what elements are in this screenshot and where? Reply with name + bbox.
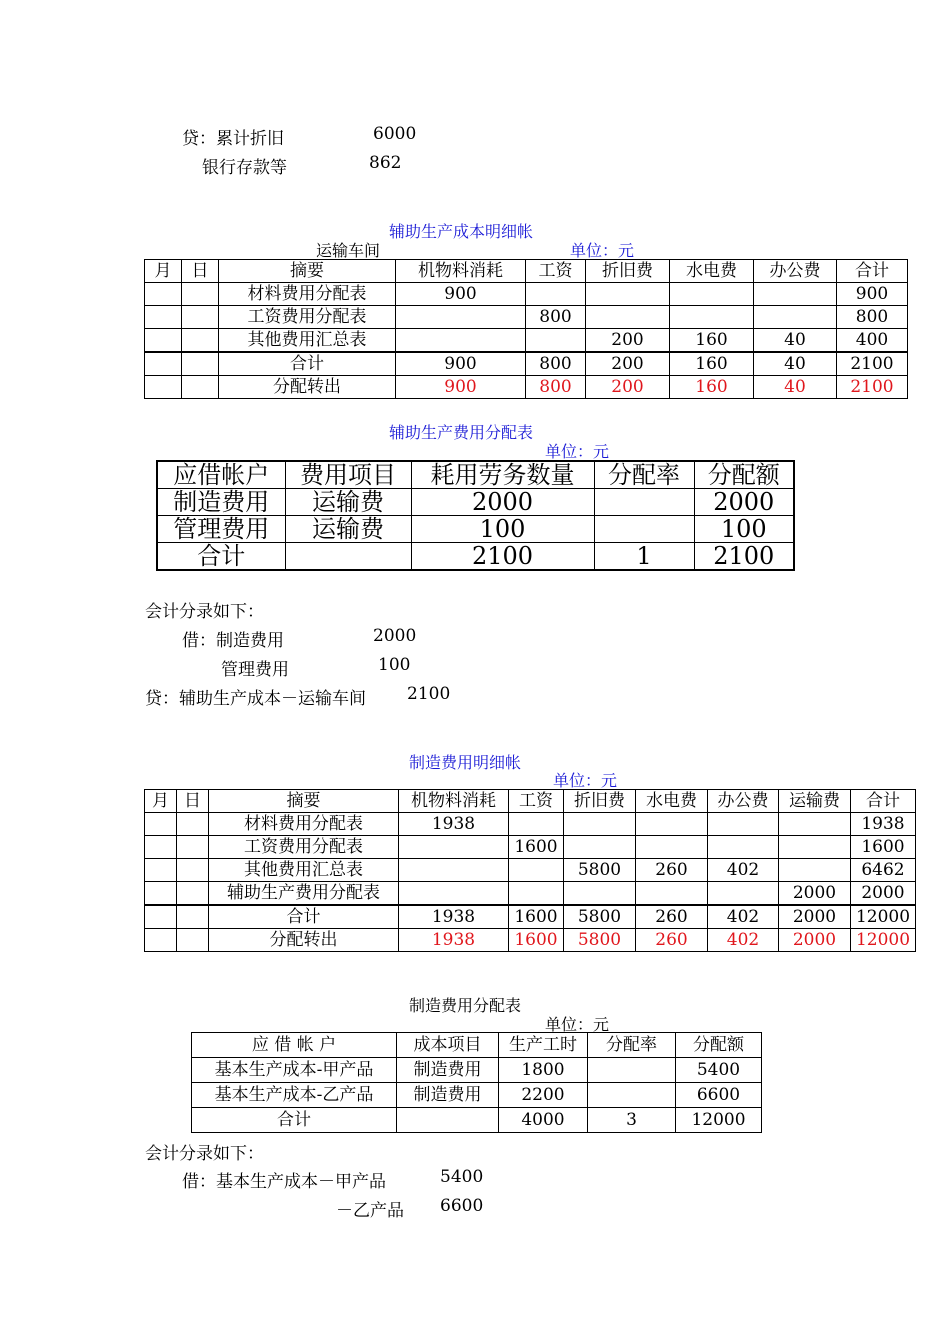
table-row	[192, 1058, 762, 1083]
table-cell	[145, 376, 182, 399]
table-cell	[636, 882, 708, 906]
table-cell: 1938	[399, 905, 509, 929]
mfg-alloc-unit: 单位：元	[545, 1015, 610, 1034]
table-cell	[779, 836, 851, 859]
entry-bottom-debit2-amount: 6600	[440, 1196, 484, 1216]
table-row	[145, 329, 908, 353]
table-cell	[779, 813, 851, 836]
table-cell	[145, 352, 182, 376]
mfg-ledger-unit: 单位：元	[553, 771, 618, 790]
table-cell: 1600	[509, 929, 564, 952]
table-cell	[509, 859, 564, 882]
table-cell: 160	[670, 352, 754, 376]
table-cell	[177, 905, 209, 929]
table-row	[157, 543, 794, 571]
table-row	[192, 1108, 762, 1133]
table-cell: 2100	[837, 352, 908, 376]
table-cell	[594, 516, 694, 543]
entry-bottom-intro: 会计分录如下：	[145, 1144, 264, 1164]
table-row	[145, 306, 908, 329]
column-header: 水电费	[670, 260, 754, 283]
table-row	[145, 376, 908, 399]
table-cell: 900	[396, 376, 526, 399]
table-cell: 1600	[509, 836, 564, 859]
table-cell	[670, 306, 754, 329]
entry-bottom-debit1-amount: 5400	[440, 1167, 484, 1187]
table-cell: 2100	[694, 543, 794, 571]
mfg-alloc-title: 制造费用分配表	[409, 996, 522, 1015]
table-cell: 260	[636, 859, 708, 882]
table-cell	[594, 489, 694, 516]
table-cell: 200	[586, 352, 670, 376]
column-header: 办公费	[754, 260, 837, 283]
table-row	[145, 283, 908, 306]
column-header: 摘要	[209, 790, 399, 813]
mfg-ledger-table	[144, 789, 916, 952]
table-cell	[399, 882, 509, 906]
table-cell: 2000	[779, 882, 851, 906]
table-header-row	[192, 1033, 762, 1058]
column-header: 水电费	[636, 790, 708, 813]
table-cell	[396, 306, 526, 329]
table-cell: 辅助生产费用分配表	[209, 882, 399, 906]
table-cell	[670, 283, 754, 306]
table-cell: 12000	[851, 929, 916, 952]
table-row	[157, 516, 794, 543]
table-cell: 6462	[851, 859, 916, 882]
column-header: 合计	[851, 790, 916, 813]
column-header: 运输费	[779, 790, 851, 813]
entry-top-credit-amount: 6000	[373, 124, 417, 144]
table-cell	[285, 543, 411, 571]
table-row	[157, 489, 794, 516]
table-cell	[779, 859, 851, 882]
column-header: 月	[145, 260, 182, 283]
table-cell	[182, 352, 219, 376]
table-cell	[509, 813, 564, 836]
table-row	[145, 859, 916, 882]
column-header: 月	[145, 790, 177, 813]
table-cell	[754, 283, 837, 306]
table-cell	[182, 376, 219, 399]
table-cell	[145, 905, 177, 929]
table-cell: 12000	[851, 905, 916, 929]
table-row	[145, 905, 916, 929]
table-cell: 200	[586, 329, 670, 353]
table-cell	[182, 306, 219, 329]
table-cell	[177, 929, 209, 952]
table-row	[145, 813, 916, 836]
column-header: 日	[182, 260, 219, 283]
table-cell	[396, 329, 526, 353]
table-cell	[588, 1058, 676, 1083]
table-cell: 制造费用	[157, 489, 285, 516]
column-header: 办公费	[708, 790, 779, 813]
table-cell: 工资费用分配表	[219, 306, 396, 329]
table-cell: 2000	[694, 489, 794, 516]
table-cell	[182, 329, 219, 353]
table-cell	[526, 329, 586, 353]
table-cell: 402	[708, 859, 779, 882]
table-cell: 800	[526, 376, 586, 399]
mfg-ledger-title: 制造费用明细帐	[409, 753, 522, 772]
column-header: 应借帐户	[157, 461, 285, 489]
table-cell	[526, 283, 586, 306]
table-cell	[177, 813, 209, 836]
aux-ledger-table	[144, 259, 908, 399]
entry-mid-debit1-label: 借：制造费用	[182, 631, 284, 651]
table-cell: 基本生产成本-乙产品	[192, 1083, 397, 1108]
column-header: 折旧费	[564, 790, 636, 813]
column-header: 费用项目	[285, 461, 411, 489]
entry-mid-credit-label: 贷：辅助生产成本－运输车间	[145, 689, 366, 709]
table-cell: 260	[636, 905, 708, 929]
table-cell	[177, 836, 209, 859]
entry-top-credit-label: 贷：累计折旧	[182, 129, 284, 149]
table-cell	[145, 836, 177, 859]
table-cell	[145, 306, 182, 329]
table-cell	[636, 836, 708, 859]
entry-mid-debit2-label: 管理费用	[221, 660, 289, 680]
table-cell: 制造费用	[397, 1083, 499, 1108]
table-cell	[177, 882, 209, 906]
table-cell: 其他费用汇总表	[209, 859, 399, 882]
table-cell: 管理费用	[157, 516, 285, 543]
table-cell: 材料费用分配表	[219, 283, 396, 306]
aux-ledger-title: 辅助生产成本明细帐	[389, 222, 534, 241]
table-cell: 材料费用分配表	[209, 813, 399, 836]
table-cell: 合计	[157, 543, 285, 571]
table-cell: 运输费	[285, 516, 411, 543]
table-cell	[636, 813, 708, 836]
table-cell	[586, 306, 670, 329]
table-cell: 402	[708, 929, 779, 952]
entry-bottom-debit1-label: 借：基本生产成本－甲产品	[182, 1172, 386, 1192]
table-cell: 合计	[209, 905, 399, 929]
table-header-row	[145, 260, 908, 283]
table-cell: 1938	[399, 813, 509, 836]
column-header: 日	[177, 790, 209, 813]
aux-alloc-table	[156, 460, 795, 571]
table-cell: 800	[837, 306, 908, 329]
table-cell: 1938	[851, 813, 916, 836]
table-cell: 1600	[509, 905, 564, 929]
column-header: 合计	[837, 260, 908, 283]
table-cell: 100	[411, 516, 594, 543]
table-cell: 基本生产成本-甲产品	[192, 1058, 397, 1083]
table-cell	[145, 329, 182, 353]
table-cell: 3	[588, 1108, 676, 1133]
table-cell: 2000	[411, 489, 594, 516]
table-cell: 402	[708, 905, 779, 929]
table-cell: 分配转出	[219, 376, 396, 399]
table-cell: 1800	[499, 1058, 588, 1083]
table-cell	[145, 929, 177, 952]
table-cell	[708, 813, 779, 836]
table-cell: 2000	[779, 929, 851, 952]
table-cell: 260	[636, 929, 708, 952]
column-header: 分配率	[588, 1033, 676, 1058]
table-row	[145, 929, 916, 952]
table-cell: 5800	[564, 905, 636, 929]
table-cell: 2200	[499, 1083, 588, 1108]
table-cell	[708, 836, 779, 859]
table-cell: 6600	[676, 1083, 762, 1108]
table-cell: 200	[586, 376, 670, 399]
table-cell: 2100	[837, 376, 908, 399]
entry-bottom-debit2-label: －乙产品	[336, 1201, 404, 1221]
table-cell: 2000	[779, 905, 851, 929]
entry-mid-debit1-amount: 2000	[373, 626, 417, 646]
column-header: 分配额	[676, 1033, 762, 1058]
table-cell: 1938	[399, 929, 509, 952]
table-cell: 900	[396, 352, 526, 376]
column-header: 分配率	[594, 461, 694, 489]
table-cell: 制造费用	[397, 1058, 499, 1083]
table-cell: 运输费	[285, 489, 411, 516]
table-cell	[754, 306, 837, 329]
table-cell: 40	[754, 352, 837, 376]
table-cell	[145, 859, 177, 882]
column-header: 耗用劳务数量	[411, 461, 594, 489]
entry-top-line2-amount: 862	[369, 153, 402, 173]
table-cell: 12000	[676, 1108, 762, 1133]
column-header: 机物料消耗	[396, 260, 526, 283]
table-cell: 工资费用分配表	[209, 836, 399, 859]
table-row	[145, 836, 916, 859]
mfg-alloc-table	[191, 1032, 762, 1133]
table-cell	[586, 283, 670, 306]
column-header: 工资	[509, 790, 564, 813]
entry-mid-intro: 会计分录如下：	[145, 602, 264, 622]
column-header: 摘要	[219, 260, 396, 283]
table-cell: 2100	[411, 543, 594, 571]
entry-mid-credit-amount: 2100	[407, 684, 451, 704]
table-cell: 100	[694, 516, 794, 543]
table-cell	[564, 882, 636, 906]
column-header: 成本项目	[397, 1033, 499, 1058]
table-cell: 5800	[564, 929, 636, 952]
table-row	[192, 1083, 762, 1108]
table-cell	[177, 859, 209, 882]
table-header-row	[145, 790, 916, 813]
column-header: 生产工时	[499, 1033, 588, 1058]
table-cell	[182, 283, 219, 306]
table-cell	[397, 1108, 499, 1133]
table-cell	[145, 882, 177, 906]
table-cell	[145, 283, 182, 306]
table-cell: 4000	[499, 1108, 588, 1133]
table-cell	[564, 836, 636, 859]
table-cell: 160	[670, 376, 754, 399]
table-cell: 5400	[676, 1058, 762, 1083]
table-cell: 分配转出	[209, 929, 399, 952]
table-cell	[145, 813, 177, 836]
table-cell: 900	[837, 283, 908, 306]
table-cell: 合计	[219, 352, 396, 376]
table-cell: 400	[837, 329, 908, 353]
aux-alloc-unit: 单位：元	[545, 442, 610, 461]
table-cell	[708, 882, 779, 906]
table-cell: 40	[754, 329, 837, 353]
table-cell	[564, 813, 636, 836]
table-cell	[509, 882, 564, 906]
column-header: 分配额	[694, 461, 794, 489]
column-header: 应 借 帐 户	[192, 1033, 397, 1058]
table-cell: 160	[670, 329, 754, 353]
table-header-row	[157, 461, 794, 489]
entry-top-line2-label: 银行存款等	[202, 158, 287, 178]
table-cell	[399, 836, 509, 859]
aux-ledger-workshop: 运输车间	[316, 241, 381, 260]
table-cell: 1	[594, 543, 694, 571]
table-cell: 900	[396, 283, 526, 306]
table-cell: 40	[754, 376, 837, 399]
table-cell: 800	[526, 352, 586, 376]
table-cell: 5800	[564, 859, 636, 882]
table-cell: 2000	[851, 882, 916, 906]
table-cell: 其他费用汇总表	[219, 329, 396, 353]
aux-alloc-title: 辅助生产费用分配表	[389, 423, 534, 442]
table-cell: 800	[526, 306, 586, 329]
table-row	[145, 352, 908, 376]
table-cell	[399, 859, 509, 882]
table-cell: 1600	[851, 836, 916, 859]
entry-mid-debit2-amount: 100	[378, 655, 411, 675]
column-header: 折旧费	[586, 260, 670, 283]
column-header: 机物料消耗	[399, 790, 509, 813]
table-row	[145, 882, 916, 906]
table-cell	[588, 1083, 676, 1108]
column-header: 工资	[526, 260, 586, 283]
table-cell: 合计	[192, 1108, 397, 1133]
aux-ledger-unit: 单位：元	[570, 241, 635, 260]
